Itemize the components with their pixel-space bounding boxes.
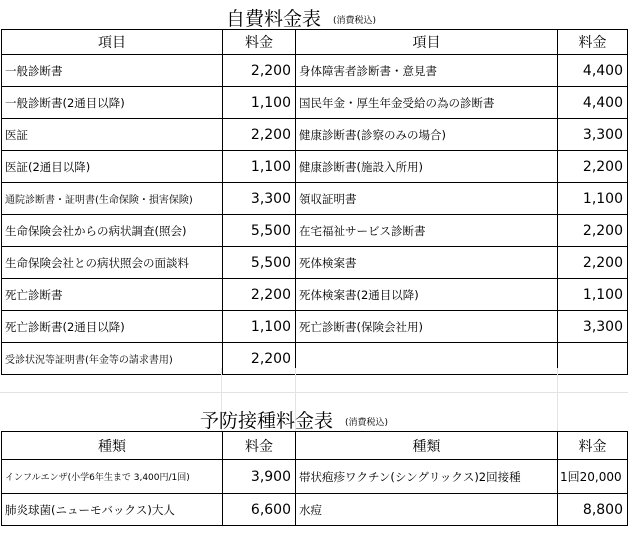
table-row <box>2 151 628 183</box>
fee-price: 4,400 <box>558 87 628 119</box>
table-row <box>2 279 628 311</box>
table-row <box>2 87 628 119</box>
fee-price: 2,200 <box>223 343 296 375</box>
vaccine-header-price-right: 料金 <box>558 432 628 460</box>
fee-price: 5,500 <box>223 215 296 247</box>
vaccine-table <box>1 431 628 526</box>
fee-price: 2,200 <box>558 215 628 247</box>
table-row <box>2 460 628 494</box>
table-row <box>2 55 628 87</box>
vaccine-item: 肺炎球菌(ニューモバックス)大人 <box>2 494 223 526</box>
table-row <box>2 343 628 375</box>
vaccine-price: 6,600 <box>223 494 296 526</box>
fee-item: 身体障害者診断書・意見書 <box>296 55 558 87</box>
fee-table <box>1 29 628 375</box>
table-row <box>2 215 628 247</box>
fee-item <box>296 343 558 375</box>
vaccine-price: 8,800 <box>558 494 628 526</box>
fee-price: 3,300 <box>558 311 628 343</box>
fee-price: 2,200 <box>223 279 296 311</box>
vaccine-item: 帯状疱疹ワクチン(シングリックス)2回接種 <box>296 460 558 494</box>
vaccine-price: 3,900 <box>223 460 296 494</box>
fee-item: 国民年金・厚生年金受給の為の診断書 <box>296 87 558 119</box>
fee-price: 1,100 <box>223 311 296 343</box>
table-row <box>2 183 628 215</box>
fee-item: 死体検案書 <box>296 247 558 279</box>
fee-item: 医証 <box>2 119 223 151</box>
table-row <box>2 494 628 526</box>
vaccine-header-type-right: 種類 <box>296 432 558 460</box>
fee-price: 2,200 <box>558 151 628 183</box>
table-row <box>2 247 628 279</box>
vaccine-tax-note: (消費税込) <box>345 418 389 428</box>
fee-tax-note: (消費税込) <box>333 16 377 26</box>
fee-price: 1,100 <box>223 151 296 183</box>
vaccine-title-text: 予防接種料金表 <box>200 410 334 432</box>
fee-item: 在宅福祉サービス診断書 <box>296 215 558 247</box>
table-row <box>2 119 628 151</box>
fee-price: 5,500 <box>223 247 296 279</box>
fee-title-text: 自費料金表 <box>226 8 322 30</box>
fee-item: 一般診断書 <box>2 55 223 87</box>
sheet-gridline <box>0 392 628 393</box>
fee-item: 生命保険会社との病状照会の面談料 <box>2 247 223 279</box>
fee-header-item-right: 項目 <box>296 30 558 55</box>
fee-price: 2,200 <box>558 247 628 279</box>
fee-header-row <box>2 30 628 55</box>
fee-price: 1,100 <box>223 87 296 119</box>
fee-price: 3,300 <box>223 183 296 215</box>
fee-header-item-left: 項目 <box>2 30 223 55</box>
vaccine-header-type-left: 種類 <box>2 432 223 460</box>
fee-item: 通院診断書・証明書(生命保険・損害保険) <box>2 183 223 215</box>
vaccine-item: 水痘 <box>296 494 558 526</box>
fee-item: 受診状況等証明書(年金等の請求書用) <box>2 343 223 375</box>
fee-item: 健康診断書(施設入所用) <box>296 151 558 183</box>
fee-header-price-right: 料金 <box>558 30 628 55</box>
fee-item: 健康診断書(診察のみの場合) <box>296 119 558 151</box>
fee-item: 死亡診断書(2通目以降) <box>2 311 223 343</box>
fee-item: 一般診断書(2通目以降) <box>2 87 223 119</box>
fee-price: 1,100 <box>558 183 628 215</box>
fee-item: 医証(2通目以降) <box>2 151 223 183</box>
vaccine-price: 1回20,000 <box>558 460 628 494</box>
vaccine-item: インフルエンザ(小学6年生まで 3,400円/1回) <box>2 460 223 494</box>
sheet-gridline <box>557 368 558 432</box>
fee-price: 3,300 <box>558 119 628 151</box>
fee-price: 1,100 <box>558 279 628 311</box>
fee-price: 2,200 <box>223 55 296 87</box>
fee-price: 2,200 <box>223 119 296 151</box>
fee-price <box>558 343 628 375</box>
fee-item: 生命保険会社からの病状調査(照会) <box>2 215 223 247</box>
fee-item: 領収証明書 <box>296 183 558 215</box>
fee-price: 4,400 <box>558 55 628 87</box>
fee-item: 死体検案書(2通目以降) <box>296 279 558 311</box>
fee-table-title <box>226 4 376 31</box>
table-row <box>2 311 628 343</box>
fee-header-price-left: 料金 <box>223 30 296 55</box>
vaccine-header-price-left: 料金 <box>223 432 296 460</box>
fee-item: 死亡診断書(保険会社用) <box>296 311 558 343</box>
vaccine-header-row <box>2 432 628 460</box>
fee-item: 死亡診断書 <box>2 279 223 311</box>
vaccine-table-title <box>200 406 388 433</box>
